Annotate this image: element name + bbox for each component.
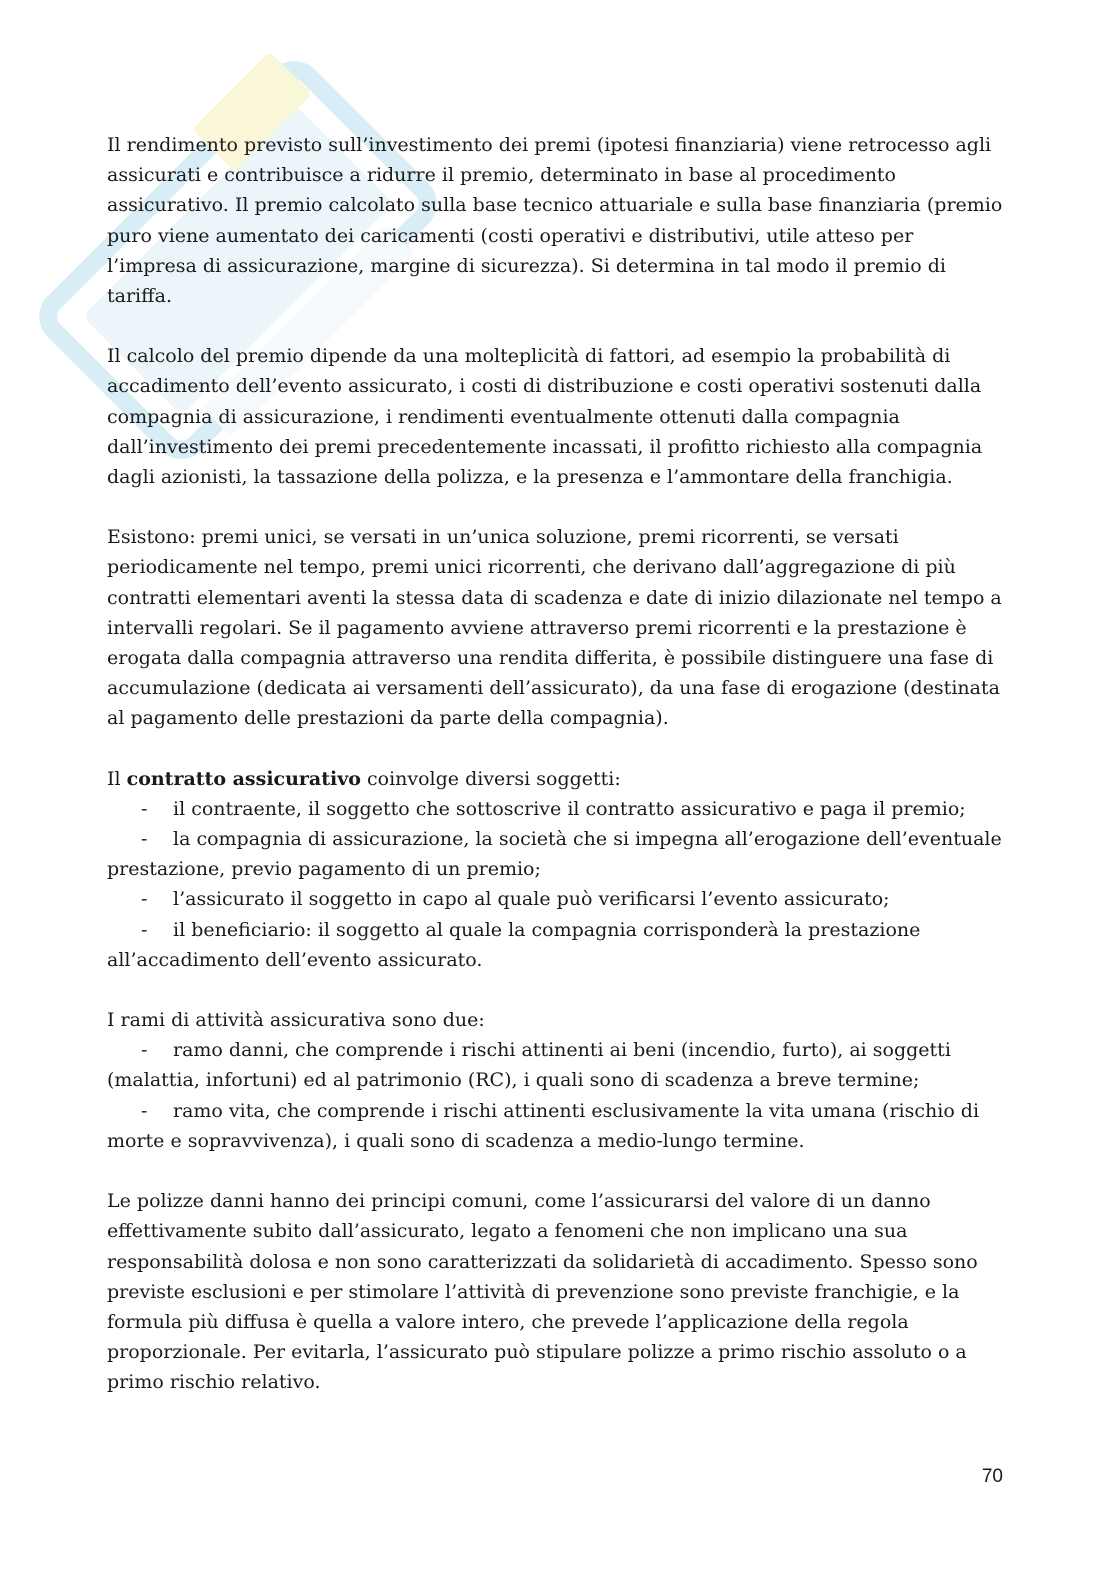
list-item [107,1039,951,1091]
list-item-text: l’assicurato il soggetto in capo al quale può verificarsi l’evento assicurato; [173,888,890,911]
paragraph-tipi-premi: Esistono: premi unici, se versati in un’unica soluzione, premi ricorrenti, se versati periodicamente nel tempo, premi unici ricorrenti, che derivano dall’aggregazione di più contratti elementari aventi la stessa data di scadenza e date di inizio dilazionate nel tempo a intervalli regolari. Se il pagamento avviene attraverso premi ricorrenti e la prestazione è erogata dalla compagnia attraverso una rendita differita, è possibile distinguere una fase di accumulazione (dedicata ai versamenti dell’assicurato), da una fase di erogazione (destinata al pagamento delle prestazioni da parte della compagnia). [107,526,1002,730]
list-dash: - [141,918,148,941]
list-dash: - [141,1099,148,1122]
list-item-text: il beneficiario: il soggetto al quale la compagnia corrisponderà la prestazione all’accadimento dell’evento assicurato. [107,918,921,971]
rami-intro: I rami di attività assicurativa sono due: [107,1009,485,1032]
list-dash: - [141,797,148,820]
contract-intro-bold: contratto assicurativo [126,767,361,790]
list-item [107,798,966,820]
list-item [107,888,890,910]
page-number: 70 [981,1466,1003,1487]
contract-intro-after: coinvolge diversi soggetti: [360,767,621,790]
list-item [107,919,920,971]
list-dash: - [141,1039,148,1062]
list-item [107,1100,979,1152]
list-item-text: il contraente, il soggetto che sottoscrive il contratto assicurativo e paga il premio; [173,797,966,820]
list-item-text: ramo vita, che comprende i rischi attinenti esclusivamente la vita umana (rischio di morte e sopravvivenza), i quali sono di scadenza a medio-lungo termine. [107,1099,980,1152]
section-contratto [107,764,1007,975]
paragraph-calcolo-premio: Il calcolo del premio dipende da una molteplicità di fattori, ad esempio la probabilità di accadimento dell’evento assicurato, i costi di distribuzione e costi operativi sostenuti dalla compagnia di assicurazione, i rendimenti eventualmente ottenuti dalla compagnia dall’investimento dei premi precedentemente incassati, il profitto richiesto alla compagnia dagli azionisti, la tassazione della polizza, e la presenza e l’ammontare della franchigia. [107,345,983,489]
list-dash: - [141,888,148,911]
contract-intro-before: Il [107,767,127,790]
list-item-text: ramo danni, che comprende i rischi attinenti ai beni (incendio, furto), ai soggetti (malattia, infortuni) ed al patrimonio (RC), i quali sono di scadenza a breve termine; [107,1039,951,1092]
list-item-text: la compagnia di assicurazione, la società che si impegna all’erogazione dell’eventuale prestazione, previo pagamento di un premio; [107,828,1002,881]
paragraph-premio-tariffa: Il rendimento previsto sull’investimento dei premi (ipotesi finanziaria) viene retrocesso agli assicurati e contribuisce a ridurre il premio, determinato in base al procedimento assicurativo. Il premio calcolato sulla base tecnico attuariale e sulla base finanziaria (premio puro viene aumentato dei caricamenti (costi operativi e distributivi, utile atteso per l’impresa di assicurazione, margine di sicurezza). Si determina in tal modo il premio di tariffa. [107,134,1003,308]
paragraph-polizze-danni: Le polizze danni hanno dei principi comuni, come l’assicurarsi del valore di un danno effettivamente subito dall’assicurato, legato a fenomeni che non implicano una sua responsabilità dolosa e non sono caratterizzati da solidarietà di accadimento. Spesso sono previste esclusioni e per stimolare l’attività di prevenzione sono previste franchigie, e la formula più diffusa è quella a valore intero, che prevede l’applicazione della regola proporzionale. Per evitarla, l’assicurato può stipulare polizze a primo rischio assoluto o a primo rischio relativo. [107,1190,978,1394]
list-dash: - [141,828,148,851]
document-body [107,130,1007,1428]
list-item [107,828,1002,880]
section-rami [107,1005,1007,1156]
